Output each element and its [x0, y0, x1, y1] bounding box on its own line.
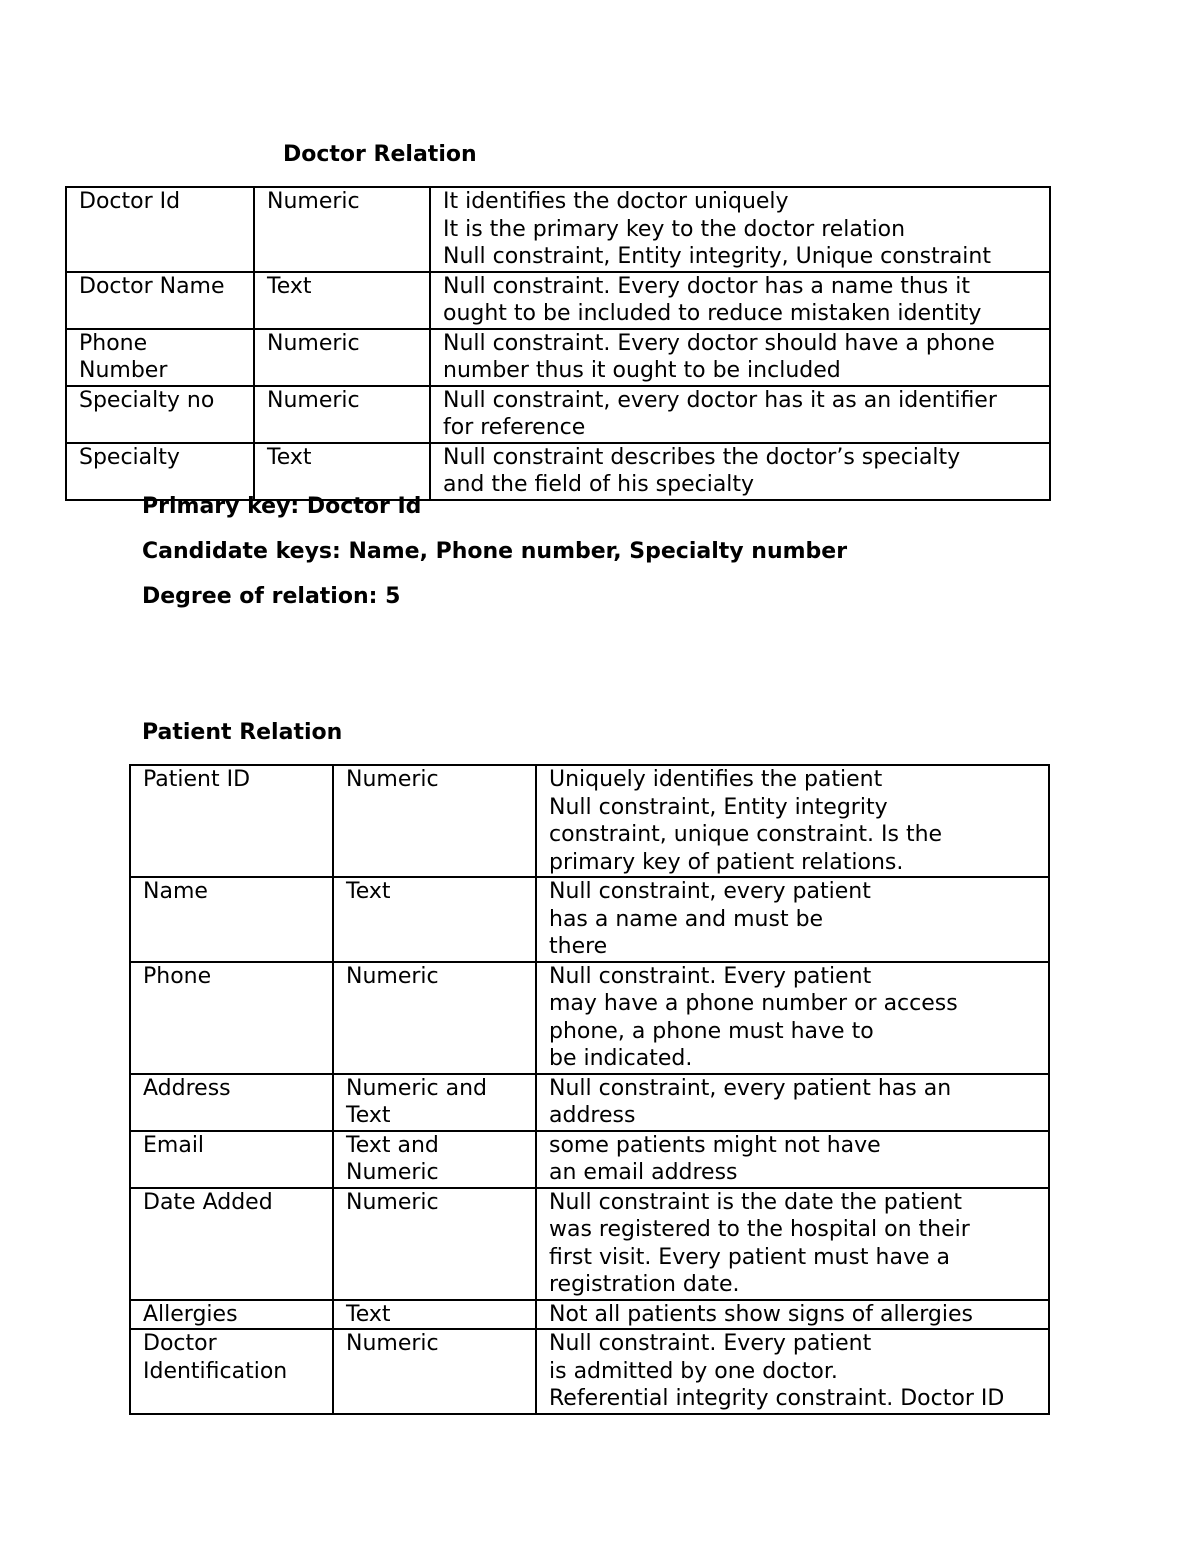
table-row [130, 1329, 1049, 1414]
type-cell: Text [333, 1300, 536, 1330]
primary-key-line: Primary key: Doctor Id [142, 494, 422, 519]
type-cell: Numeric [333, 1188, 536, 1300]
patient-relation-title: Patient Relation [142, 720, 343, 745]
description-cell: some patients might not have an email address [536, 1131, 1049, 1188]
attribute-cell: Name [130, 877, 333, 962]
table-row [130, 1074, 1049, 1131]
attribute-cell: Email [130, 1131, 333, 1188]
attribute-cell: Specialty [66, 443, 254, 500]
type-cell: Numeric and Text [333, 1074, 536, 1131]
description-cell: Null constraint. Every doctor has a name thus it ought to be included to reduce mistaken identity [430, 272, 1050, 329]
attribute-cell: Patient ID [130, 765, 333, 877]
attribute-cell: Doctor Id [66, 187, 254, 272]
description-cell: Null constraint, every patient has a name and must be there [536, 877, 1049, 962]
table-row [66, 443, 1050, 500]
patient-relation-table [129, 764, 1050, 1415]
table-row [66, 272, 1050, 329]
table-row [130, 962, 1049, 1074]
type-cell: Text [333, 877, 536, 962]
attribute-cell: Phone Number [66, 329, 254, 386]
doctor-relation-table [65, 186, 1051, 501]
attribute-cell: Doctor Identification [130, 1329, 333, 1414]
attribute-cell: Date Added [130, 1188, 333, 1300]
table-row [66, 329, 1050, 386]
candidate-keys-line: Candidate keys: Name, Phone number, Specialty number [142, 539, 848, 564]
table-row [66, 187, 1050, 272]
table-row [130, 877, 1049, 962]
type-cell: Numeric [254, 187, 430, 272]
type-cell: Numeric [254, 386, 430, 443]
table-row [130, 1131, 1049, 1188]
description-cell: It identifies the doctor uniquely It is the primary key to the doctor relation Null constraint, Entity integrity, Unique constraint [430, 187, 1050, 272]
description-cell: Null constraint, every patient has an address [536, 1074, 1049, 1131]
attribute-cell: Specialty no [66, 386, 254, 443]
description-cell: Not all patients show signs of allergies [536, 1300, 1049, 1330]
table-row [130, 765, 1049, 877]
attribute-cell: Address [130, 1074, 333, 1131]
description-cell: Null constraint. Every patient may have a phone number or access phone, a phone must have to be indicated. [536, 962, 1049, 1074]
type-cell: Numeric [333, 962, 536, 1074]
attribute-cell: Doctor Name [66, 272, 254, 329]
table-row [66, 386, 1050, 443]
description-cell: Null constraint. Every doctor should have a phone number thus it ought to be included [430, 329, 1050, 386]
description-cell: Null constraint is the date the patient was registered to the hospital on their first visit. Every patient must have a registration date. [536, 1188, 1049, 1300]
description-cell: Uniquely identifies the patient Null constraint, Entity integrity constraint, unique constraint. Is the primary key of patient relations. [536, 765, 1049, 877]
table-row [130, 1188, 1049, 1300]
description-cell: Null constraint. Every patient is admitted by one doctor. Referential integrity constraint. Doctor ID [536, 1329, 1049, 1414]
type-cell: Text and Numeric [333, 1131, 536, 1188]
type-cell: Numeric [333, 765, 536, 877]
type-cell: Numeric [254, 329, 430, 386]
attribute-cell: Phone [130, 962, 333, 1074]
attribute-cell: Allergies [130, 1300, 333, 1330]
type-cell: Text [254, 272, 430, 329]
type-cell: Numeric [333, 1329, 536, 1414]
description-cell: Null constraint, every doctor has it as an identifier for reference [430, 386, 1050, 443]
doctor-relation-title: Doctor Relation [283, 142, 477, 167]
type-cell: Text [254, 443, 430, 500]
description-cell: Null constraint describes the doctor’s specialty and the field of his specialty [430, 443, 1050, 500]
degree-line: Degree of relation: 5 [142, 584, 401, 609]
table-row [130, 1300, 1049, 1330]
